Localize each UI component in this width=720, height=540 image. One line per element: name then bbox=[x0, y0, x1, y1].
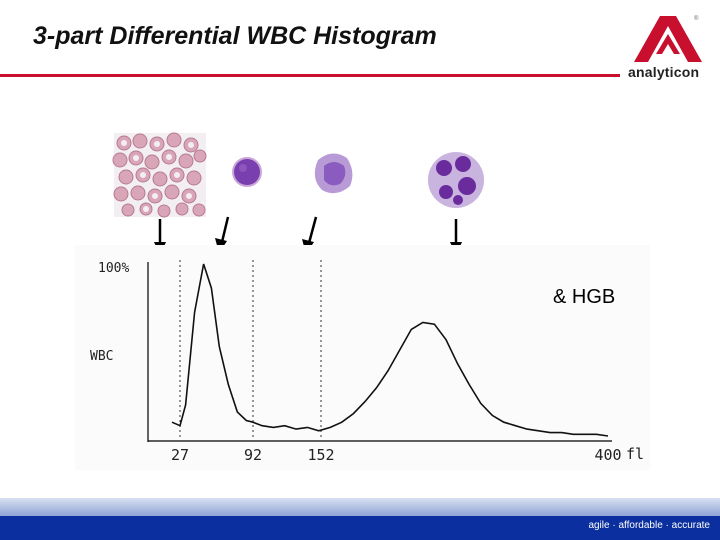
x-tick-label: 152 bbox=[307, 446, 335, 464]
x-tick-label: 27 bbox=[170, 446, 190, 464]
footer-gradient-band bbox=[0, 498, 720, 516]
y-axis-label: WBC bbox=[90, 349, 114, 364]
y-max-label: 100% bbox=[98, 261, 130, 276]
svg-text:®: ® bbox=[694, 16, 699, 22]
footer bbox=[0, 498, 720, 540]
histogram-paper bbox=[75, 245, 650, 470]
x-unit-label: fl bbox=[626, 445, 645, 463]
hgb-annotation: & HGB bbox=[553, 286, 616, 308]
x-tick-label: 92 bbox=[243, 446, 263, 464]
slide-title: 3-part Differential WBC Histogram bbox=[33, 22, 437, 50]
brand-name: analyticon bbox=[628, 64, 700, 80]
footer-tagline: agile · affordable · accurate bbox=[588, 520, 710, 531]
x-tick-label: 400 bbox=[594, 446, 622, 464]
